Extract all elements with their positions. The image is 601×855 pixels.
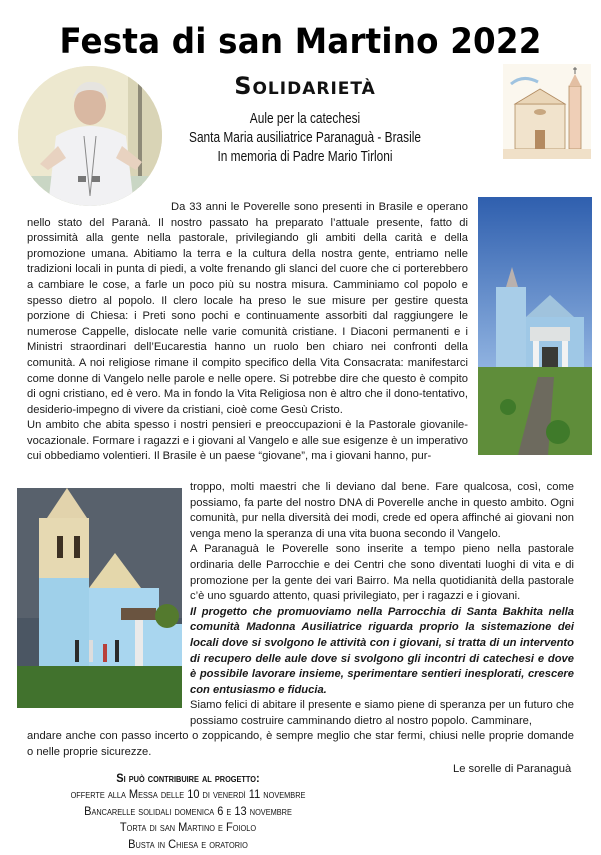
contribute-item: offerte alla Messa delle 10 di venerdì 11 novembre [70,787,306,802]
article-block-1 [27,200,468,418]
church-photo-right [478,197,592,455]
article-paragraph: troppo, molti maestri che li deviano dal bene. Fare qualcosa, così, come possiamo, fa parte del nostro DNA di Poverelle anche in questo ambito. Ogni comunità, pur nella diversità dei modi, crede ed opera affinché ai giovani non venga meno la speranza di una vita buona secondo il Vangelo. [190,481,574,540]
article-paragraph: Da 33 anni le Poverelle sono presenti in Brasile e operano nello stato del Paranà. Il nostro passato ha preparato l’attuale presente, fatto di prossimità alla gente nella pastorale, privilegiando gli ambiti della carità e della promozione umana. Abitiamo la terra e la cultura della nostra gente, entriamo nelle tradizioni locali in punta di piedi, a volte frenando gli slanci del cuore che ci porterebbero a cambiare le cose, a farle un poco più su nostra misura. Camminiamo col popolo e spesso dietro al popolo. Il clero locale ha preso le sue misure per gestire questa porzione di Chiesa: i Preti sono pochi e continuamente assorbiti dal raggiungere le numerose Cappelle, dislocate nelle varie comunità cristiane. I Diaconi permanenti e i Ministri straordinari dell’Eucarestia hanno un ruolo ben chiaro nei confronti della comunità. A noi religiose rimane il compito specifico della Vita Consacrata: manifestarci come donne di Vangelo nelle parole e nelle opere. Si potrebbe dire che questo è compito di ogni cristiano, ed è vero. Ma in fondo la Vita Religiosa non è altro che il dono-tentativo, desiderio-impegno di vivere da cristiani, cioè come Gesù Cristo. [27,201,468,416]
church-sketch [503,64,591,159]
article-block-4 [27,729,574,760]
church-photo-left [17,488,182,708]
page-subtitle: Solidarietà [234,72,376,100]
portrait-photo [18,66,162,206]
church-sketch-image [503,64,591,159]
page-title: Festa di san Martino 2022 [59,22,542,62]
priest-portrait-image [18,66,162,206]
subtitle-line: Santa Maria ausiliatrice Paranaguà - Brasile [189,130,421,146]
article-paragraph: Siamo felici di abitare il presente e siamo piene di speranza per un futuro che possiamo costruire camminando dietro al nostro popolo. Camminare, [190,699,574,727]
article-block-3 [190,480,574,730]
sunset-church-image [17,488,182,708]
signature: Le sorelle di Paranaguà [453,763,572,775]
article-block-2 [27,418,468,465]
article-paragraph: andare anche con passo incerto o zoppicando, è sempre meglio che star fermi, chiusi nelle proprie domande o nelle proprie sicurezze. [27,730,574,758]
contribute-item: Torta di san Martino e Foiolo [119,820,257,835]
article-paragraph: Un ambito che abita spesso i nostri pensieri e preoccupazioni è la Pastorale giovanile-vocazionale. Formare i ragazzi e i giovani al Vangelo e alle sue esigenze è un imperativo cui obbediamo volentieri. Il Brasile è un paese “giovane”, ma i giovani hanno, pur- [27,419,468,463]
contribute-section [41,770,335,852]
blue-church-image [478,197,592,455]
subtitle-line: In memoria di Padre Mario Tirloni [217,149,393,165]
subtitle-line: Aule per la catechesi [249,111,361,127]
project-description: Il progetto che promuoviamo nella Parrocchia di Santa Bakhita nella comunità Madonna Ausiliatrice riguarda proprio la sistemazione dei locali dove si svolgono le attività con i giovani, si tratta di un intervento di recupero delle aule dove si svolgono gli incontri di catechesi e dove è possibile lavorare insieme, sperimentare sentieri inesplorati, crescere con entusiasmo e fiducia. [190,605,574,696]
article-paragraph: A Paranaguà le Poverelle sono inserite a tempo pieno nella pastorale ordinaria delle Parrocchie e dei Centri che sono diventati luoghi di vita e di promozione per la gente dei vari Bairro. Ma nella quotidianità della pastorale c’è uno sguardo attento, quasi privilegiato, per i ragazzi e i giovani. [190,543,574,603]
contribute-item: Bancarelle solidali domenica 6 e 13 novembre [84,803,292,818]
contribute-heading: Si può contribuire al progetto: [116,771,260,785]
subtitle-lines [170,110,441,167]
contribute-item: Busta in Chiesa e oratorio [128,836,248,851]
